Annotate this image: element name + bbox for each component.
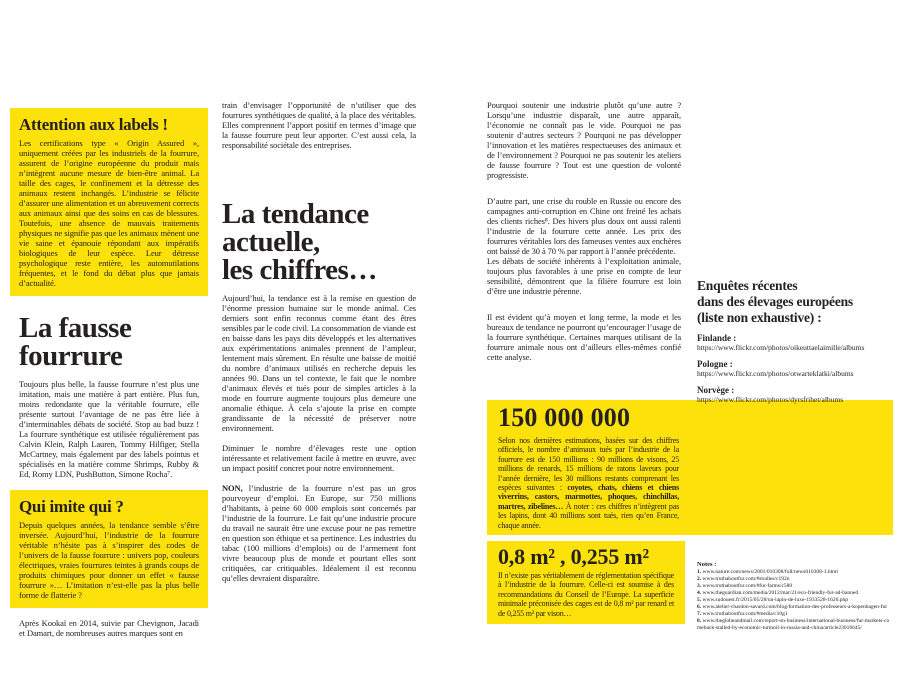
column-right-enquetes bbox=[697, 278, 897, 404]
enquete-country-label: Norvège : bbox=[697, 385, 735, 395]
note-item bbox=[697, 597, 893, 604]
article-title-fausse-fourrure bbox=[19, 314, 199, 370]
moyen-long-terme-paragraph: Il est évident qu’à moyen et long terme, la mode et les bureaux de tendance ne pourront qu’encourager l’usage de la fourrure synthétique. Certaines marques utilisant de la fourrure animale nous ont d’ailleurs elles-mêmes confié cette analyse. bbox=[487, 312, 681, 362]
enquetes-heading bbox=[697, 278, 897, 326]
enquete-entry-pologne bbox=[697, 359, 897, 378]
note-url: www.truthaboutfur.com/#studies/c192n bbox=[702, 576, 790, 582]
enquete-entry-finlande bbox=[697, 333, 897, 352]
enquete-country-label: Pologne : bbox=[697, 359, 733, 369]
callout-qui-imite-qui-body: Depuis quelques années, la tendance semble s’être inversée. Aujourd’hui, l’industrie de la fourrure véritable n’hésite pas à s’inspirer des codes de l’univers de la fausse fourrure : univers pop, couleurs électriques, vraies fourrures teintes à grands coups de produits chimiques pour donner un effet « fausse fourrure »… L’imitation n’est-elle pas la plus belle forme de flatterie ? bbox=[19, 520, 199, 600]
callout-cage-surface-body: Il n’existe pas véritablement de réglementation spécifique à l’industrie de la fourrure. Celle-ci est soumise à des recommandations du Conseil de l’Europe. La superficie minimale préconisée des cages est de 0,8 m² par renard et de 0,255 m² par vison… bbox=[498, 571, 674, 618]
callout-150-millions-body bbox=[498, 436, 679, 530]
debats-societe-paragraph: Les débats de société inhérents à l’exploitation animale, toujours plus favorables à une prise en compte de leur sensibilité, démontrent que la filière fourrure est loin d’être une industrie pérenne. bbox=[487, 256, 681, 296]
note-number: 4. bbox=[697, 590, 702, 596]
callout-attention-labels-body: Les certifications type « Origin Assured », uniquement créées par les industriels de la fourrure, assurent de l’origine européenne du produit mais n’intègrent aucune mesure de bien-être animal. La taille des cages, le confinement et la détresse des animaux restent inchangés. L’industrie se félicite d’assurer une alimentation et un abreuvement corrects aux animaux ainsi que des soins en cas de blessures. Toutefois, une absence de mauvais traitements physiques ne signifie pas que les animaux mènent une vie saine et épanouie répondant aux impératifs biologiques de leur espèce. Leur détresse psychologique reste entière, les automutilations fréquentes, et le fond du débat plus que jamais d’actualité. bbox=[19, 138, 199, 288]
callout-cage-surface bbox=[487, 541, 685, 624]
continued-paragraph: train d’envisager l’opportunité de n’utiliser que des fourrures synthétiques de qualité, à la place des véritables. Elles comprennent l’apport positif en termes d’image que la fausse fourrure peut leur apporter. C’est aussi cela, la responsabilité sociétale des entreprises. bbox=[222, 100, 416, 150]
callout-attention-labels-title: Attention aux labels ! bbox=[19, 115, 168, 134]
note-item bbox=[697, 583, 893, 590]
callout-150-millions bbox=[487, 400, 893, 535]
column-2 bbox=[222, 100, 416, 583]
callout-qui-imite-qui bbox=[10, 490, 208, 608]
pourquoi-soutenir-paragraph: Pourquoi soutenir une industrie plutôt qu’une autre ? Lorsqu’une industrie disparaît, une autre apparaît, l’économie ne connaît pas le vide. Pourquoi ne pas soutenir d’autres secteurs ? Pourquoi ne pas développer l’innovation et les matières respectueuses des animaux et de l’environnement ? Pourquoi ne pas soutenir les ateliers de fausse fourrure ? Tout est une question de volonté progressiste. bbox=[487, 100, 681, 180]
callout-qui-imite-qui-title: Qui imite qui ? bbox=[19, 497, 124, 516]
non-emphasis: NON, bbox=[222, 483, 243, 493]
note-url: www.theglobeandmail.com/report-on-business/international-business/fur-markets-comeback-stalled-by-economic-turmoil-in-russia-and-china/article23016645/ bbox=[697, 618, 890, 631]
body-pre: Selon nos dernières estimations, basées sur des chiffres officiels, le nombre d’animaux tués par l’industrie de la fourrure est de 150 millions : 90 millions de visons, 25 millions de renards, 15 millions de ratons laveurs pour l’année dernière, les 30 millions restants comprenant les espèces suivantes : bbox=[498, 436, 679, 493]
body-post: À noter : ces chiffres n’intègrent pas les lapins, dont 40 millions sont tués, rien qu’en France, chaque année. bbox=[498, 501, 679, 530]
notes-section bbox=[697, 560, 893, 632]
note-number: 6. bbox=[697, 604, 702, 610]
note-url: www.nature.com/news/2001/010308/full/news010308-1.html bbox=[702, 569, 838, 575]
note-number: 7. bbox=[697, 611, 702, 617]
enquete-flickr-link[interactable]: https://www.flickr.com/photos/dyrsfrihet/albums bbox=[697, 395, 844, 404]
note-number: 2. bbox=[697, 576, 702, 582]
heading-line: (liste non exhaustive) : bbox=[697, 310, 822, 325]
title-line: les chiffres… bbox=[222, 254, 377, 286]
note-number: 5. bbox=[697, 597, 702, 603]
note-item bbox=[697, 590, 893, 597]
title-line: La fausse bbox=[19, 312, 132, 344]
column-3 bbox=[487, 100, 681, 362]
title-line: La tendance bbox=[222, 198, 369, 230]
note-item bbox=[697, 611, 893, 618]
tendance-paragraph-3-rest: l’industrie de la fourrure n’est pas un gros pourvoyeur d’emploi. En Europe, sur 750 millions d’habitants, à peine 60 000 emplois sont concernés par l’industrie de la fourrure. Le fait qu’une industrie procure du travail ne saurait être une excuse pour ne pas remettre en question son éthique et sa pertinence. Les industries du tabac (100 millions d’emplois) ou de l’armement font vivre beaucoup plus de monde et pourtant elles sont critiquées, car critiquables. Idéalement il est reconnu qu’elles devraient disparaître. bbox=[222, 483, 416, 583]
enquete-country-label: Finlande : bbox=[697, 333, 737, 343]
note-item bbox=[697, 604, 893, 611]
note-item bbox=[697, 618, 893, 632]
apres-kookai-paragraph: Après Kookaï en 2014, suivie par Chevignon, Jacadi et Damart, de nombreuses autres marques sont en bbox=[19, 618, 199, 638]
note-number: 1. bbox=[697, 569, 702, 575]
tendance-paragraph-1: Aujourd’hui, la tendance est à la remise en question de l’énorme pression humaine sur le monde animal. Ces derniers sont enfin reconnus comme étant des êtres sensibles par le code civil. La consommation de viande est en baisse dans les pays dits développés et les alternatives aux expérimentations animales prennent de l’ampleur, lentement mais sûrement. En résulte une baisse de moitié du nombre d’animaux utilisés en recherche depuis les années 90. Dans un tel contexte, le fait que le nombre d’animaux élevés et tués pour de simples articles à la mode en fourrure augmente toujours plus demeure une anomalie éthique. À cela s’ajoute la prise en compte grandissante de la nécessité de préserver notre environnement. bbox=[222, 293, 416, 433]
article-title-tendance-chiffres bbox=[222, 200, 416, 284]
tendance-paragraph-2: Diminuer le nombre d’élevages reste une option intéressante et relativement facile à mettre en œuvre, avec un impact positif concret pour notre environnement. bbox=[222, 443, 416, 473]
note-number: 3. bbox=[697, 583, 702, 589]
enquete-flickr-link[interactable]: https://www.flickr.com/photos/otwarteklatki/albums bbox=[697, 369, 854, 378]
note-url: www.sudouest.fr/2015/05/28/un-lapin-de-luxe-1933528-1626.php bbox=[702, 597, 849, 603]
heading-line: dans des élevages européens bbox=[697, 294, 853, 309]
notes-title: Notes : bbox=[697, 561, 717, 568]
heading-line: Enquêtes récentes bbox=[697, 278, 798, 293]
fausse-fourrure-paragraph: Toujours plus belle, la fausse fourrure n’est plus une imitation, mais une matière à part entière. Plus fun, moins redondante que la véritable fourrure, elle présente surtout l’avantage de ne pas être liée à d’interminables débats de société. Stop au bad buzz ! La fourrure synthétique est utilisée régulièrement pas Calvin Klein, Ralph Lauren, Tommy Hilfiger, Stella McCartney, mais également par des labels pointus et spécialisés en la matière comme Shrimps, Rubby & Ed, Romy LDN, PushButton, Simone Rocha⁷. bbox=[19, 379, 199, 479]
note-url: www.theguardian.com/media/2012/mar/21/eco-friendly-fur-ad-banned bbox=[702, 590, 859, 596]
species-list-emphasis: coyotes, chats, chiens et chiens viverrins, castors, marmottes, phoques, chinchillas, martres, zibelines… bbox=[498, 483, 679, 511]
crise-rouble-paragraph: D’autre part, une crise du rouble en Russie ou encore des campagnes anti-corruption en Chine ont freiné les achats des clients riches⁸. Des hivers plus doux ont aussi ralenti l’industrie de la fourrure cette année. Les prix des fourrures véritables lors des fameuses ventes aux enchères ont baissé de 30 à 70 % par rapport à l’année précédente. bbox=[487, 196, 681, 256]
title-line: fourrure bbox=[19, 340, 123, 372]
enquete-entry-norvege bbox=[697, 385, 897, 404]
note-url: www.atelier-chardon-savard.com/blog/formation-des-professeurs-a-kopenhagen-fur bbox=[702, 604, 888, 610]
note-number: 8. bbox=[697, 618, 702, 624]
note-item bbox=[697, 576, 893, 583]
callout-attention-labels bbox=[10, 108, 208, 296]
column-left bbox=[10, 108, 208, 638]
title-line: actuelle, bbox=[222, 226, 320, 258]
note-url: www.truthaboutfur.com/#media/c10g1 bbox=[702, 611, 788, 617]
callout-150-millions-title: 150 000 000 bbox=[498, 403, 631, 432]
enquete-flickr-link[interactable]: https://www.flickr.com/photos/oikeuttaelaimille/albums bbox=[697, 343, 865, 352]
note-url: www.truthaboutfur.com/#fur-farms/c580 bbox=[702, 583, 793, 589]
callout-cage-surface-title: 0,8 m² , 0,255 m² bbox=[498, 544, 649, 570]
tendance-paragraph-3 bbox=[222, 483, 416, 583]
note-item bbox=[697, 569, 893, 576]
